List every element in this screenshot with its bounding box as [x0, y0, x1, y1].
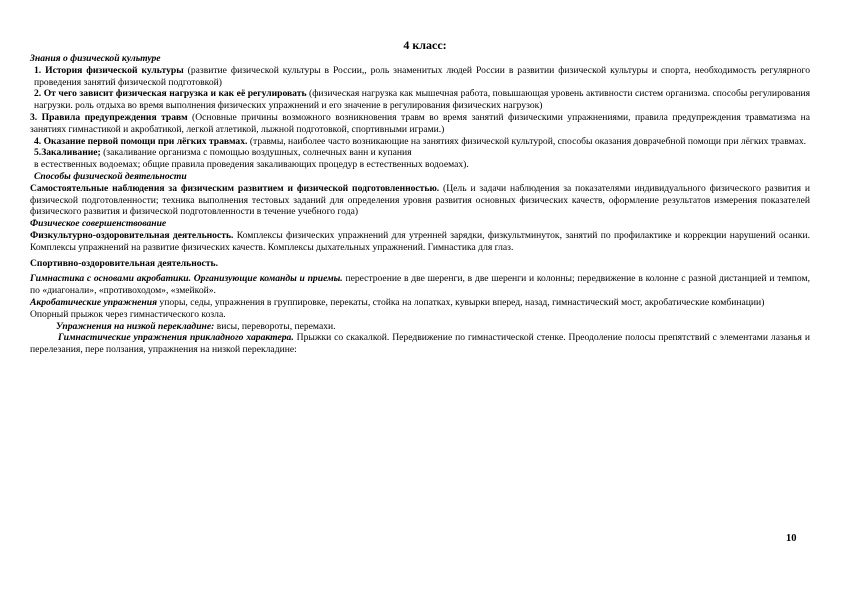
paragraph-head: Самостоятельные наблюдения за физическим развитием и физической подготовленностью.: [30, 182, 440, 194]
paragraph-head: 2. От чего зависит физическая нагрузка и как её регулировать: [34, 88, 307, 100]
paragraph-head: 3. Правила предупреждения травм: [30, 111, 188, 123]
paragraph-head: 4. Оказание первой помощи при лёгких травмах.: [34, 135, 248, 147]
paragraph-text: упоры, седы, упражнения в группировке, перекаты, стойка на лопатках, кувырки вперед, назад, гимнастический мост, акробатические комбинации): [157, 296, 765, 308]
paragraph-history: [30, 65, 810, 89]
paragraph-text: (Цель и задачи наблюдения за показателями индивидуального физического развития и физической подготовленности; техника выполнения тестовых заданий для определения уровня развития основных физических качеств, оформление результатов измерения показателей физического развития и физической подготовленности в течение учебного года): [30, 182, 810, 218]
paragraph-head: Гимнастические упражнения прикладного характера.: [58, 332, 294, 344]
paragraph-text: (закаливание организма с помощью воздушных, солнечных ванн и купания: [100, 147, 412, 159]
paragraph-head: Гимнастика с основами акробатики. Организующие команды и приемы.: [30, 273, 343, 285]
paragraph-text: (травмы, наиболее часто возникающие на занятиях физической культурой, способы оказания доврачебной помощи при лёгких травмах.: [247, 135, 807, 147]
paragraph-text: (физическая нагрузка как мышечная работа, повышающая уровень активности систем организма. способы регулирования нагрузки. роль отдыха во время выполнения физических упражнений и его значение в регулирования физических нагрузок): [34, 88, 811, 112]
paragraph-applied: [30, 332, 810, 356]
paragraph-head: 1. История физической культуры: [34, 64, 184, 76]
paragraph-head: Упражнения на низкой перекладине:: [56, 320, 215, 332]
paragraph-head: Акробатические упражнения: [30, 296, 158, 308]
paragraph-acrobatics: [30, 297, 810, 309]
paragraph-first-aid: [30, 136, 810, 148]
page-title: 4 класс:: [403, 38, 447, 52]
paragraph-text: Комплексы физических упражнений для утренней зарядки, физкультминуток, занятий по профилактике и коррекции нарушений осанки. Комплексы упражнений на развитие физических качеств. Комплексы дыхательных упражнений. Гимнастика для глаз.: [30, 229, 810, 253]
paragraph-hardening-cont: в естественных водоемах; общие правила проведения закаливающих процедур в естественных водоемах).: [34, 159, 469, 171]
page-number: 10: [786, 533, 797, 544]
paragraph-text: (Основные причины возможного возникновения травм во время занятий физическими упражнениями, правила предупреждения травматизма на занятиях гимнастикой и акробатикой, легкой атлетикой, лыжной подготовкой, спортивными играми.): [30, 111, 811, 135]
paragraph-text: перестроение в две шеренги, в две шеренги и колонны; передвижение в колонне с разной дистанцией и темпом, по «диагонали», «противоходом», «змейкой».: [30, 273, 810, 297]
document-page: [30, 38, 810, 356]
paragraph-observation: [30, 183, 810, 218]
paragraph-hardening: [30, 147, 810, 159]
section-heading-improvement: Физическое совершенствование: [30, 218, 167, 230]
section-heading-knowledge: Знания о физической культуре: [30, 53, 161, 64]
paragraph-health-activity: [30, 230, 810, 254]
paragraph-low-bar: [30, 321, 810, 333]
paragraph-text: (развитие физической культуры в России,, роль знаменитых людей России в развитии физической культуры и спорта, необходимость регулярного проведения занятий физической подготовкой): [34, 64, 810, 88]
paragraph-text: висы, перевороты, перемахи.: [214, 320, 336, 332]
paragraph-gymnastics: [30, 273, 810, 297]
paragraph-injury-prevention: [30, 112, 810, 136]
section-heading-methods: Способы физической деятельности: [34, 170, 187, 182]
paragraph-head: Физкультурно-оздоровительная деятельность.: [30, 229, 234, 241]
paragraph-head: 5.Закаливание;: [34, 147, 101, 159]
paragraph-text: Прыжки со скакалкой. Передвижение по гимнастической стенке. Преодоление полосы препятствий с элементами лазанья и перелезания, пере ползания, упражнения на низкой перекладине:: [30, 332, 810, 356]
paragraph-load: [30, 88, 810, 112]
paragraph-vault: Опорный прыжок через гимнастического козла.: [30, 308, 226, 320]
section-heading-sport: Спортивно-оздоровительная деятельность.: [30, 257, 218, 269]
